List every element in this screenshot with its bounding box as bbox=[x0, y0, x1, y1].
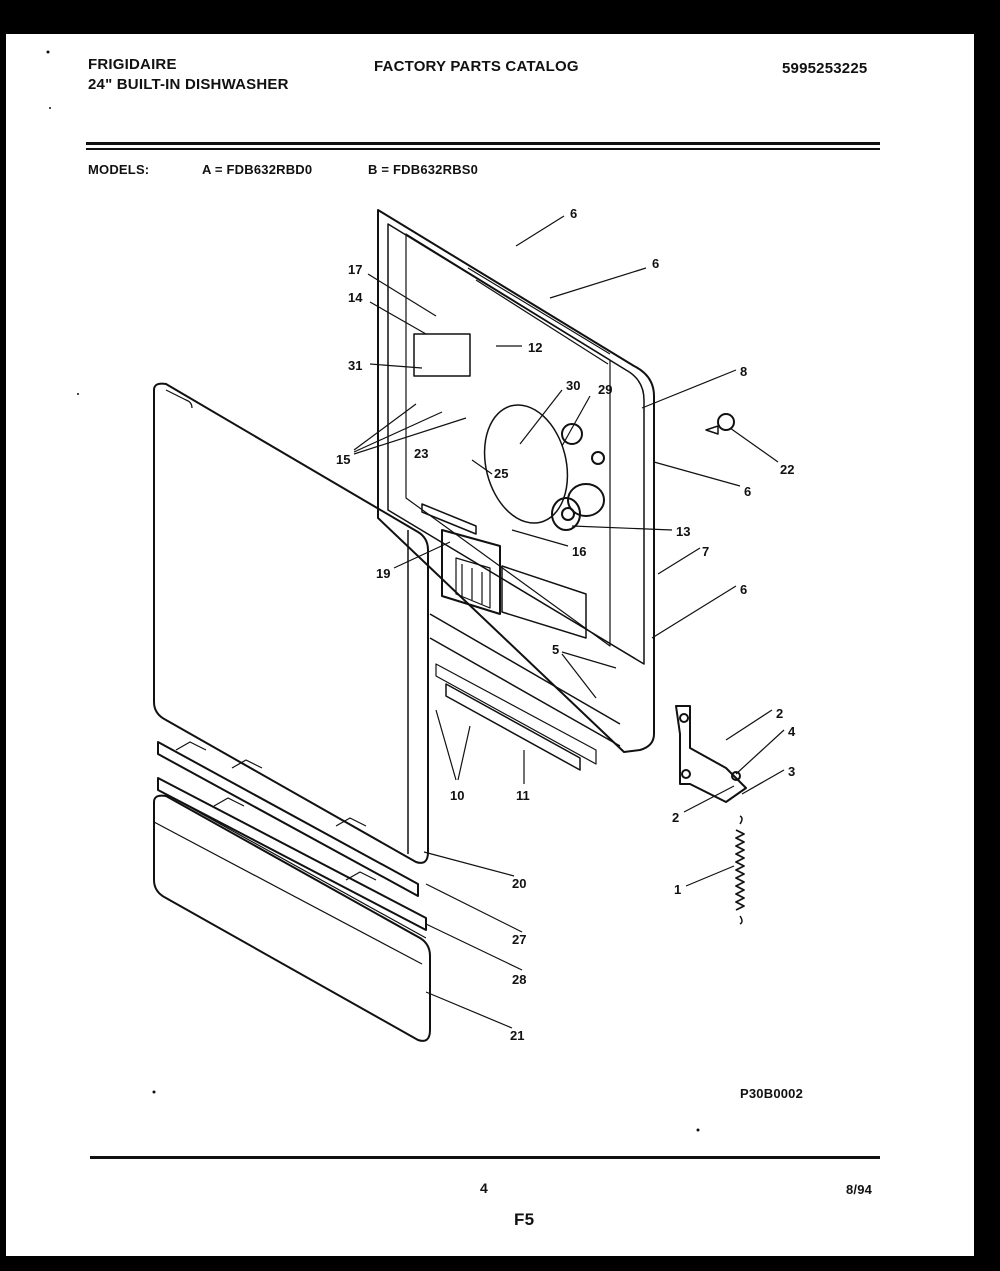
spring-1 bbox=[736, 830, 744, 910]
callout-23: 23 bbox=[414, 446, 429, 461]
callout-1: 1 bbox=[674, 882, 682, 897]
callout-19: 19 bbox=[376, 566, 391, 581]
callout-12: 12 bbox=[528, 340, 543, 355]
section-code: F5 bbox=[514, 1210, 535, 1229]
seal-27 bbox=[158, 778, 426, 930]
callout-7: 7 bbox=[702, 544, 710, 559]
trim-strip-20 bbox=[158, 742, 418, 896]
control-bracket bbox=[414, 334, 470, 376]
page-number: 4 bbox=[480, 1180, 488, 1196]
exploded-parts-diagram bbox=[6, 34, 974, 1256]
callout-20: 20 bbox=[512, 876, 527, 891]
callout-3: 3 bbox=[788, 764, 796, 779]
callout-6d: 6 bbox=[740, 582, 748, 597]
catalog-number: 5995253225 bbox=[782, 60, 868, 77]
callout-2b: 2 bbox=[672, 810, 680, 825]
callout-30: 30 bbox=[566, 378, 581, 393]
callout-8: 8 bbox=[740, 364, 748, 379]
model-b: B = FDB632RBS0 bbox=[368, 162, 479, 177]
callout-14: 14 bbox=[348, 290, 363, 305]
callout-28: 28 bbox=[512, 972, 527, 987]
product-name: 24" BUILT-IN DISHWASHER bbox=[88, 76, 289, 93]
callout-27: 27 bbox=[512, 932, 527, 947]
callout-6a: 6 bbox=[570, 206, 578, 221]
callout-6c: 6 bbox=[744, 484, 752, 499]
callout-15: 15 bbox=[336, 452, 351, 467]
callout-29: 29 bbox=[598, 382, 613, 397]
catalog-sheet bbox=[6, 34, 974, 1256]
callout-10: 10 bbox=[450, 788, 465, 803]
scan-specks bbox=[47, 51, 700, 1132]
rail-11 bbox=[446, 684, 580, 770]
leader-lines bbox=[354, 216, 784, 1028]
callout-21: 21 bbox=[510, 1028, 525, 1043]
brand-name: FRIGIDAIRE bbox=[88, 56, 177, 73]
callout-5: 5 bbox=[552, 642, 560, 657]
catalog-title: FACTORY PARTS CATALOG bbox=[374, 58, 579, 75]
callout-17: 17 bbox=[348, 262, 363, 277]
outer-door-panel bbox=[154, 384, 428, 863]
kickplate bbox=[154, 796, 430, 1041]
callout-6b: 6 bbox=[652, 256, 660, 271]
callout-numbers bbox=[336, 206, 796, 1043]
callout-4: 4 bbox=[788, 724, 796, 739]
callout-22: 22 bbox=[780, 462, 795, 477]
callout-2a: 2 bbox=[776, 706, 784, 721]
knob-22 bbox=[718, 414, 734, 430]
figure-code: P30B0002 bbox=[740, 1086, 804, 1101]
inner-door-rim bbox=[388, 224, 644, 664]
callout-11: 11 bbox=[516, 788, 530, 803]
callout-13: 13 bbox=[676, 524, 691, 539]
footer-rule bbox=[90, 1156, 880, 1159]
callout-16: 16 bbox=[572, 544, 587, 559]
revision-date: 8/94 bbox=[846, 1182, 873, 1197]
callout-25: 25 bbox=[494, 466, 509, 481]
model-a: A = FDB632RBD0 bbox=[202, 162, 313, 177]
models-label: MODELS: bbox=[88, 162, 150, 177]
inner-door-panel bbox=[378, 210, 654, 752]
callout-31: 31 bbox=[348, 358, 363, 373]
